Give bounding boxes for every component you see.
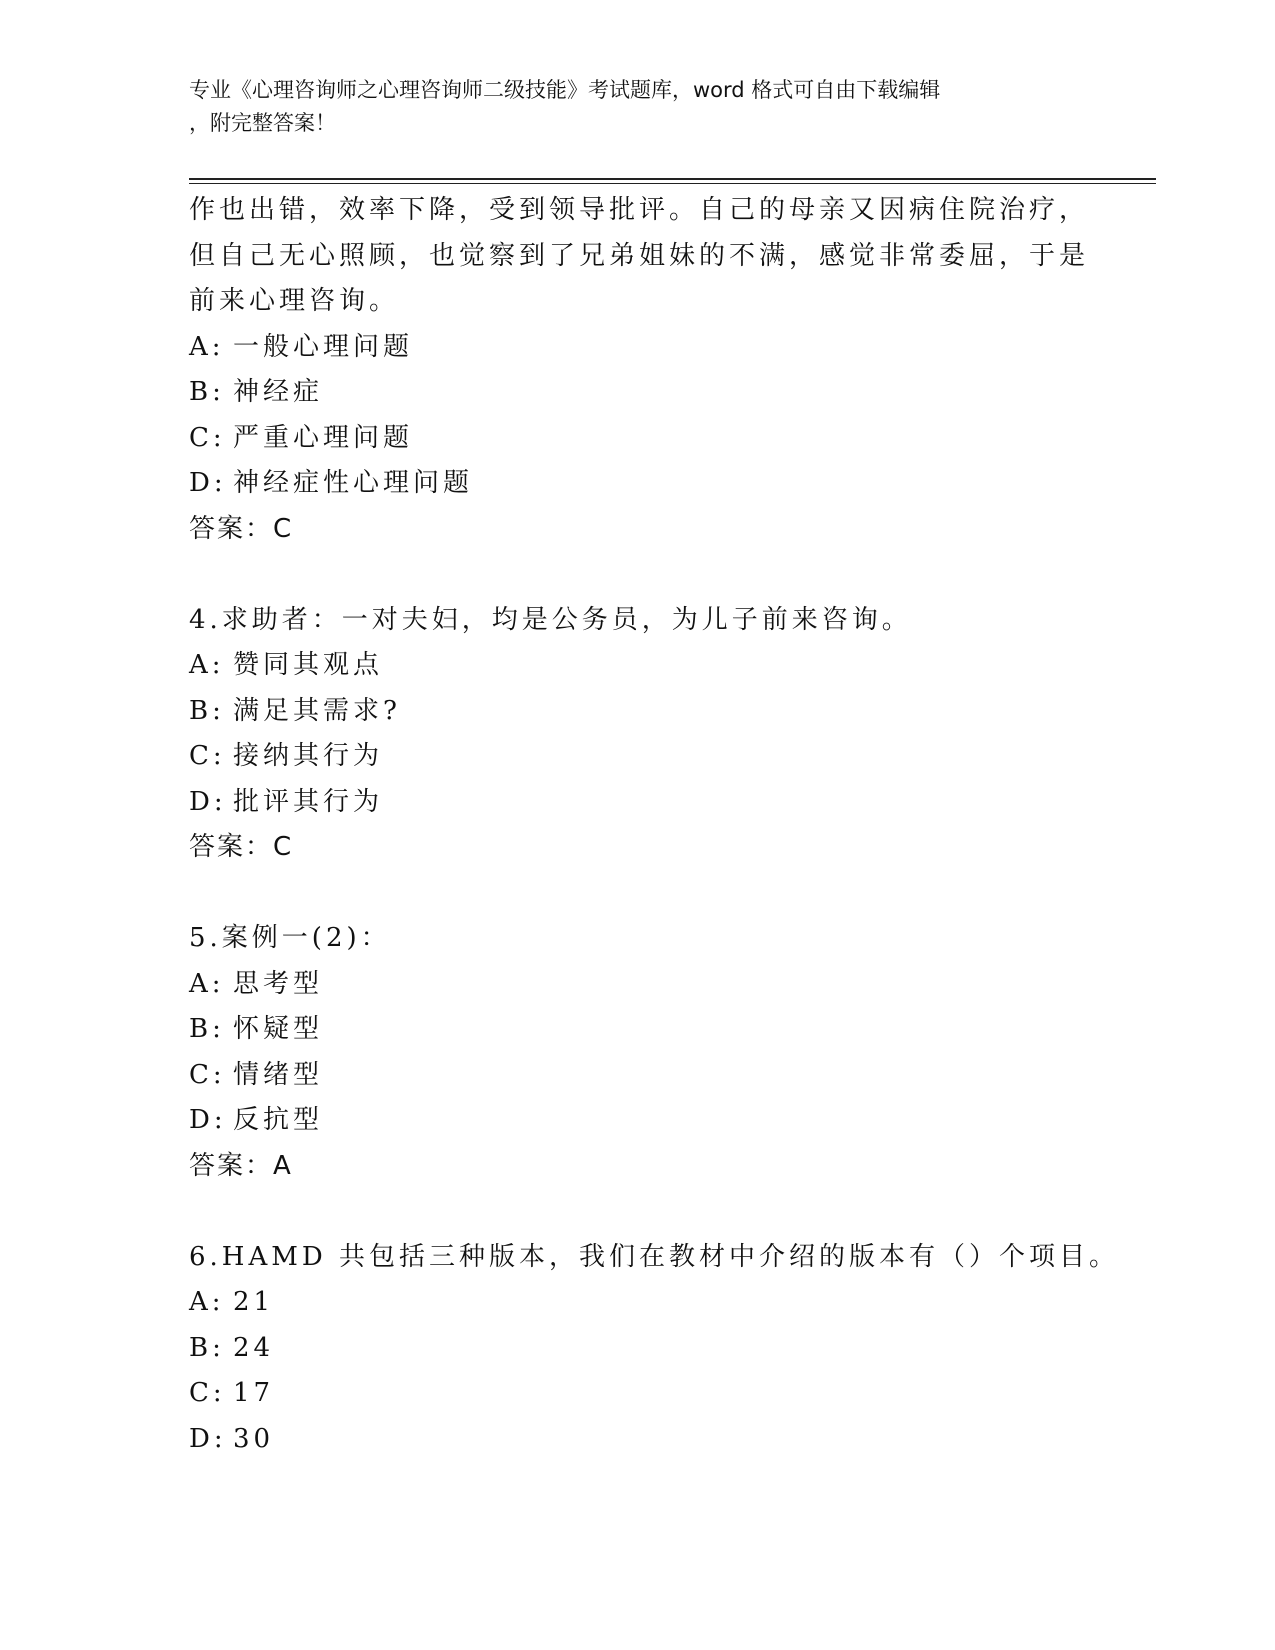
option-text: 严重心理问题 xyxy=(233,422,414,453)
option-a xyxy=(189,962,1149,1008)
option-text: 一般心理问题 xyxy=(233,331,414,362)
option-text: 赞同其观点 xyxy=(233,650,384,680)
question-stem: 5.案例一(2)： xyxy=(189,923,391,953)
option-letter: D: xyxy=(189,1105,227,1135)
answer-line: 答案：A xyxy=(189,1150,293,1181)
option-letter: C: xyxy=(189,741,226,771)
option-letter: D: xyxy=(189,1423,227,1454)
option-text: 神经症性心理问题 xyxy=(233,468,474,498)
option-text: 17 xyxy=(233,1378,275,1408)
option-d xyxy=(189,1417,1149,1463)
spacer xyxy=(189,552,1149,598)
option-text: 21 xyxy=(233,1287,275,1317)
header-divider-thin xyxy=(189,183,1156,184)
option-letter: A: xyxy=(189,650,225,680)
option-text: 情绪型 xyxy=(233,1059,324,1090)
question-stem: 4.求助者：一对夫妇，均是公务员，为儿子前来咨询。 xyxy=(189,604,912,635)
option-text: 怀疑型 xyxy=(233,1014,324,1044)
header-title-line: 专业《心理咨询师之心理咨询师二级技能》考试题库，word 格式可自由下载编辑 xyxy=(189,78,941,102)
option-letter: B: xyxy=(189,1332,225,1363)
option-text: 24 xyxy=(233,1332,275,1363)
option-letter: C: xyxy=(189,1059,226,1090)
answer-line: 答案：C xyxy=(189,513,294,544)
option-c xyxy=(189,734,1149,780)
option-letter: D: xyxy=(189,786,227,817)
option-text: 神经症 xyxy=(233,377,324,407)
option-c xyxy=(189,416,1149,462)
header-subtitle-line: ，附完整答案！ xyxy=(189,111,336,135)
question-stem: 6.HAMD 共包括三种版本，我们在教材中介绍的版本有（）个项目。 xyxy=(189,1241,1119,1272)
option-letter: A: xyxy=(189,331,225,362)
option-text: 思考型 xyxy=(233,968,324,999)
spacer xyxy=(189,1189,1149,1235)
page-header xyxy=(189,74,1089,140)
option-letter: B: xyxy=(189,377,225,407)
option-c xyxy=(189,1371,1149,1417)
option-text: 30 xyxy=(233,1423,275,1454)
option-letter: A: xyxy=(189,968,225,999)
option-letter: A: xyxy=(189,1287,225,1317)
option-b xyxy=(189,1007,1149,1053)
option-b xyxy=(189,370,1149,416)
option-text: 满足其需求? xyxy=(233,695,401,726)
option-text: 接纳其行为 xyxy=(233,741,384,771)
option-letter: C: xyxy=(189,1378,226,1408)
option-d xyxy=(189,780,1149,826)
option-a xyxy=(189,643,1149,689)
option-letter: C: xyxy=(189,422,226,453)
option-text: 批评其行为 xyxy=(233,786,384,817)
question-text-line: 但自己无心照顾，也觉察到了兄弟姐妹的不满，感觉非常委屈，于是 xyxy=(189,240,1090,271)
option-b xyxy=(189,1326,1149,1372)
option-letter: B: xyxy=(189,1014,225,1044)
option-c xyxy=(189,1053,1149,1099)
answer-line: 答案：C xyxy=(189,832,294,862)
option-d xyxy=(189,1098,1149,1144)
question-text-line: 前来心理咨询。 xyxy=(189,286,400,316)
option-letter: B: xyxy=(189,695,225,726)
option-text: 反抗型 xyxy=(233,1105,324,1135)
header-divider-thick xyxy=(189,178,1156,180)
option-letter: D: xyxy=(189,468,227,498)
option-d xyxy=(189,461,1149,507)
option-b xyxy=(189,689,1149,735)
option-a xyxy=(189,325,1149,371)
spacer xyxy=(189,871,1149,917)
question-text-line: 作也出错，效率下降，受到领导批评。自己的母亲又因病住院治疗， xyxy=(189,195,1090,225)
option-a xyxy=(189,1280,1149,1326)
question-content xyxy=(189,188,1149,1462)
